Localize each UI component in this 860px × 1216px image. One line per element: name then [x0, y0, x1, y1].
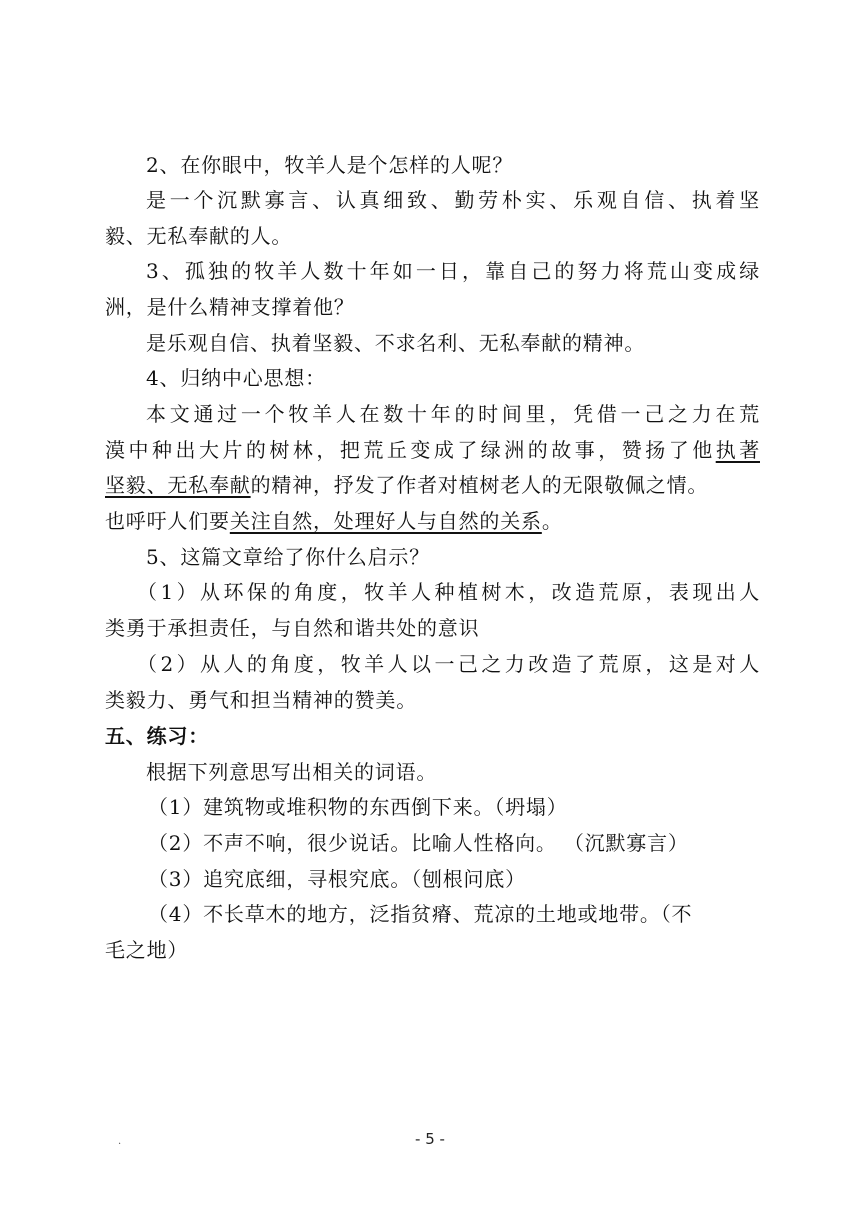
summary-line-4-end: 。	[541, 509, 563, 533]
section-heading-exercises: 五、练习：	[105, 724, 209, 748]
question-3-line-1: 3、孤独的牧羊人数十年如一日，靠自己的努力将荒山变成绿	[146, 259, 760, 283]
answer-3: 是乐观自信、执着坚毅、不求名利、无私奉献的精神。	[146, 331, 646, 355]
summary-line-3-text: 的精神，抒发了作者对植树老人的无限敬佩之情。	[250, 473, 709, 497]
insight-2-line-2: 类毅力、勇气和担当精神的赞美。	[105, 688, 417, 712]
question-3-line-2: 洲，是什么精神支撑着他？	[105, 295, 355, 319]
summary-line-1: 本文通过一个牧羊人在数十年的时间里，凭借一己之力在荒	[146, 402, 760, 426]
insight-1-line-2: 类勇于承担责任，与自然和谐共处的意识	[105, 616, 480, 640]
exercise-item-1: （1）建筑物或堆积物的东西倒下来。（坍塌）	[148, 795, 568, 819]
underlined-phrase-2: 关注自然，处理好人与自然的关系	[229, 509, 542, 533]
underlined-phrase-1: 执著	[715, 438, 760, 462]
insight-2-line-1: （2）从人的角度，牧羊人以一己之力改造了荒原，这是对人	[137, 652, 760, 676]
exercise-item-4-cont: 毛之地）	[105, 938, 189, 962]
summary-line-2-text: 漠中种出大片的树林，把荒丘变成了绿洲的故事，赞扬了他	[105, 438, 716, 462]
summary-line-3	[105, 475, 760, 495]
summary-line-2	[105, 440, 760, 460]
summary-line-4	[105, 511, 760, 531]
summary-line-4-text: 也呼吁人们要	[105, 509, 230, 533]
question-4: 4、归纳中心思想：	[146, 366, 326, 390]
page-number: - 5 -	[415, 1130, 445, 1148]
exercise-item-4: （4）不长草木的地方，泛指贫瘠、荒凉的土地或地带。（不	[148, 902, 693, 926]
answer-2-line-1: 是一个沉默寡言、认真细致、勤劳朴实、乐观自信、执着坚	[146, 188, 760, 212]
answer-2-line-2: 毅、无私奉献的人。	[105, 224, 293, 248]
question-5: 5、这篇文章给了你什么启示？	[146, 545, 430, 569]
exercise-intro: 根据下列意思写出相关的词语。	[146, 760, 438, 784]
question-2: 2、在你眼中，牧羊人是个怎样的人呢？	[146, 153, 514, 177]
insight-1-line-1: （1）从环保的角度，牧羊人种植树木，改造荒原，表现出人	[137, 580, 760, 604]
underlined-phrase-1-cont: 坚毅、无私奉献	[105, 473, 251, 497]
exercise-item-2: （2）不声不响，很少说话。比喻人性格向。 （沉默寡言）	[148, 831, 689, 855]
exercise-item-3: （3）追究底细，寻根究底。（刨根问底）	[148, 867, 526, 891]
footer-dot: .	[118, 1136, 122, 1147]
